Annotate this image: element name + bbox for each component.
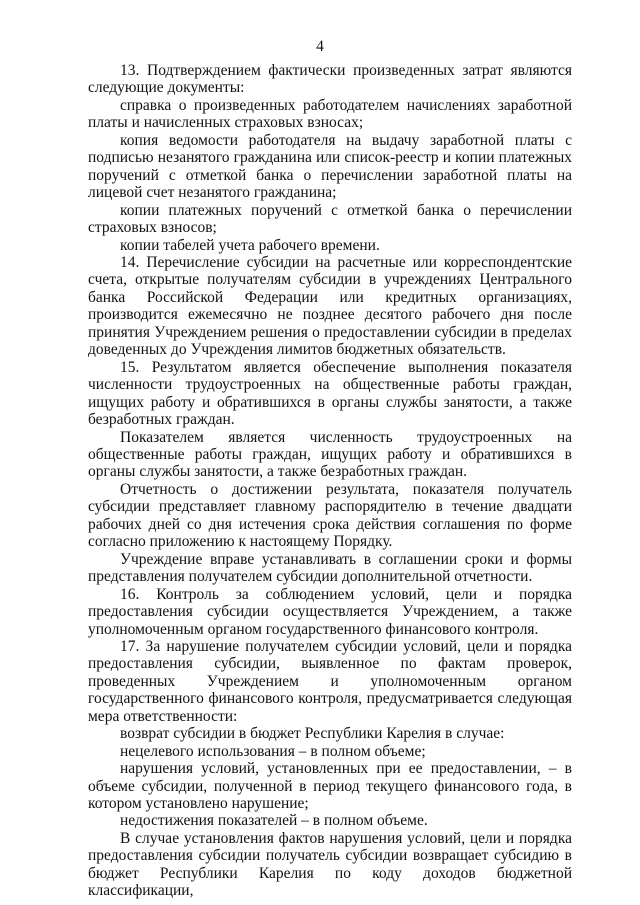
paragraph: 17. За нарушение получателем субсидии условий, цели и порядка предоставления субсидии, выявленное по фактам проверок, проведенных Учреждением и уполномоченным органом государственного финансового контроля, предусматривается следующая мера ответственности: xyxy=(88,637,572,725)
paragraph: копии платежных поручений с отметкой банка о перечислении страховых взносов; xyxy=(88,201,572,237)
paragraph: Отчетность о достижении результата, показателя получатель субсидии представляет главному распорядителю в течение двадцати рабочих дней со дня истечения срока действия соглашения по форме согласно приложению к настоящему Порядку. xyxy=(88,480,572,551)
paragraph: нарушения условий, установленных при ее предоставлении, – в объеме субсидии, полученной в период текущего финансового года, в котором установлено нарушение; xyxy=(88,760,572,813)
document-body xyxy=(88,62,572,900)
page-number: 4 xyxy=(316,38,324,55)
paragraph: В случае установления фактов нарушения условий, цели и порядка предоставления субсидии получатель субсидии возвращает субсидию в бюджет Республики Карелия по коду доходов бюджетной классификации, xyxy=(88,829,572,900)
paragraph: справка о произведенных работодателем начислениях заработной платы и начисленных страховых взносах; xyxy=(88,96,572,132)
paragraph: Показателем является численность трудоустроенных на общественные работы граждан, ищущих работу и обратившихся в органы службы занятости, а также безработных граждан. xyxy=(88,428,572,481)
paragraph: 14. Перечисление субсидии на расчетные или корреспондентские счета, открытые получателям субсидии в учреждениях Центрального банка Российской Федерации или кредитных организациях, производится ежемесячно не позднее десятого рабочего дня после принятия Учреждением решения о предоставлении субсидии в пределах доведенных до Учреждения лимитов бюджетных обязательств. xyxy=(88,253,572,359)
paragraph: возврат субсидии в бюджет Республики Карелия в случае: xyxy=(120,725,505,743)
paragraph: 13. Подтверждением фактически произведенных затрат являются следующие документы: xyxy=(88,62,572,97)
paragraph: Учреждение вправе устанавливать в соглашении сроки и формы представления получателем субсидии дополнительной отчетности. xyxy=(88,550,572,586)
paragraph: недостижения показателей – в полном объеме. xyxy=(120,812,428,830)
paragraph: нецелевого использования – в полном объеме; xyxy=(120,742,426,760)
paragraph: 15. Результатом является обеспечение выполнения показателя численности трудоустроенных на общественные работы граждан, ищущих работу и обратившихся в органы службы занятости, а также безработных граждан. xyxy=(88,358,572,429)
paragraph: 16. Контроль за соблюдением условий, цели и порядка предоставления субсидии осуществляется Учреждением, а также уполномоченным органом государственного финансового контроля. xyxy=(88,585,572,638)
paragraph: копия ведомости работодателя на выдачу заработной платы с подписью незанятого гражданина или список-реестр и копии платежных поручений с отметкой банка о перечислении заработной платы на лицевой счет незанятого гражданина; xyxy=(88,131,572,202)
paragraph: копии табелей учета рабочего времени. xyxy=(120,236,380,254)
